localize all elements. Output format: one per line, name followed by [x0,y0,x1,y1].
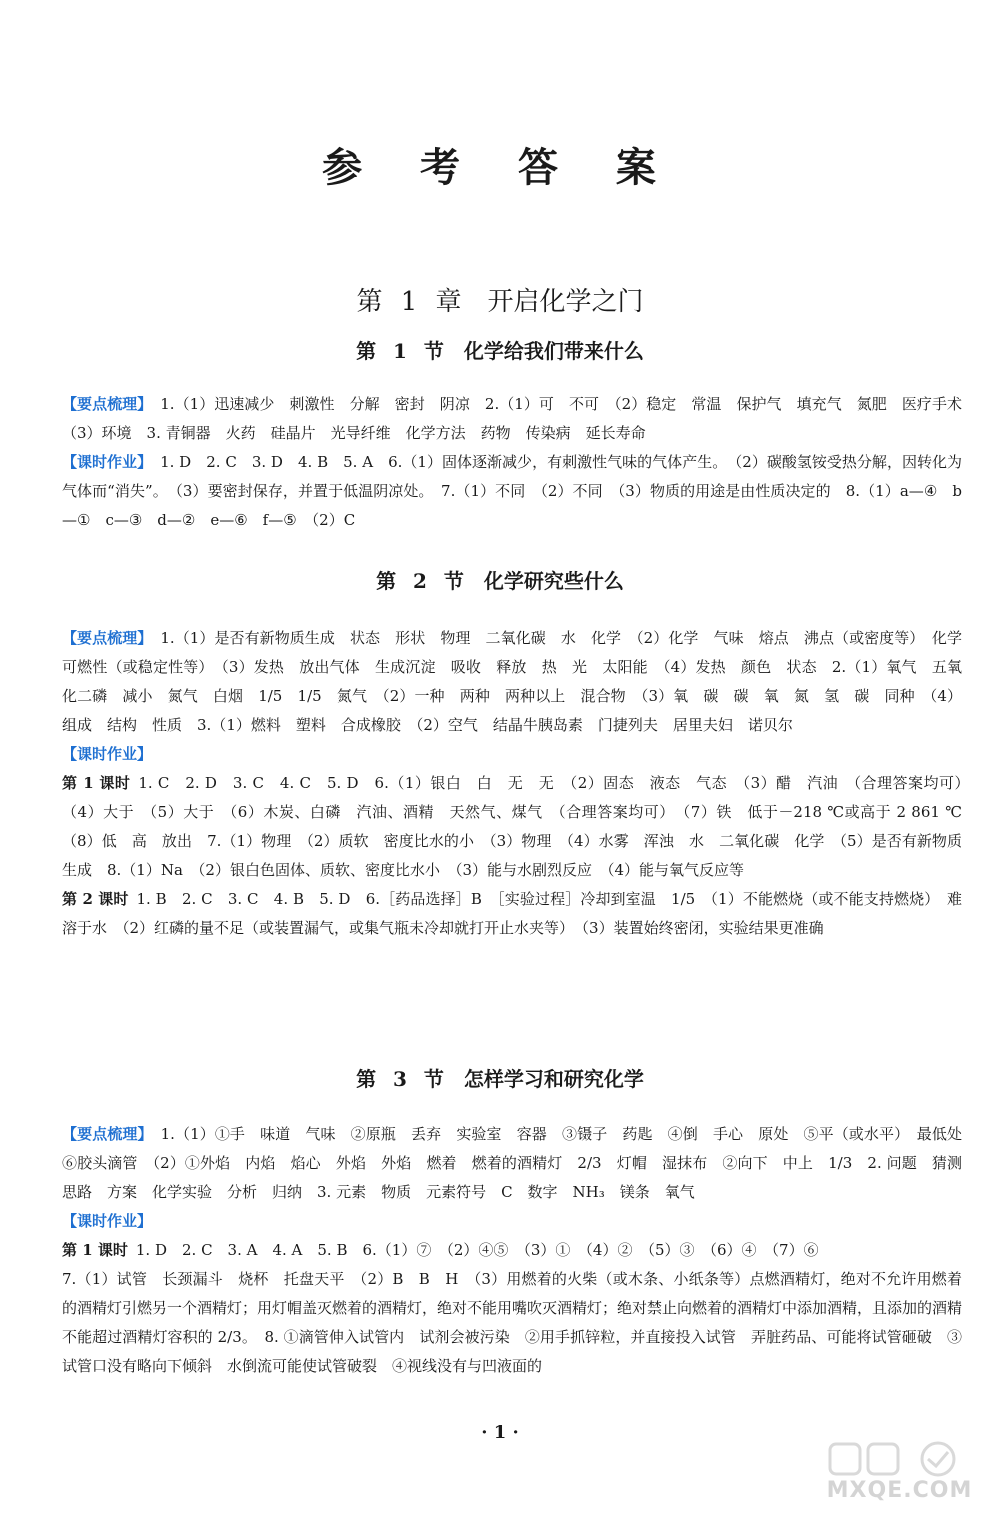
watermark-text: MXQE.COM [826,1478,973,1503]
section-3-lesson-1 [62,1236,962,1265]
section-1-title: 第 1 节 化学给我们带来什么 [356,339,644,363]
lesson-label: 第 2 课时 [62,890,129,908]
section-1-homework [62,448,962,535]
key-points-text: 1.（1）是否有新物质生成 状态 形状 物理 二氧化碳 水 化学 （2）化学 气味 熔点 沸点（或密度等） 化学 可燃性（或稳定性等） （3）发热 放出气体 生成沉淀 吸收 释放 热 光 太阳能 （4）发热 颜色 状态 2.（1）氧气 五氧化二磷 减小 氮气 白烟 1/5 1/5 氮气 （2）一种 两种 两种以上 混合物 （3）氧 碳 碳 氧 氮 氢 碳 同种 （4）组成 结构 性质 3.（1）燃料 塑料 合成橡胶 （2）空气 结晶牛胰岛素 门捷列夫 居里夫妇 诺贝尔 [62,629,977,734]
section-3-title: 第 3 节 怎样学习和研究化学 [356,1067,644,1091]
key-points-tag: 【要点梳理】 [62,629,153,647]
section-3-key-points [62,1120,978,1207]
key-points-text: 1.（1）①手 味道 气味 ②原瓶 丢弃 实验室 容器 ③镊子 药匙 ④倒 手心 原处 ⑤平（或水平） 最低处 ⑥胶头滴管 （2）①外焰 内焰 焰心 外焰 外焰 燃着 燃着的酒精灯 2/3 灯帽 湿抹布 ②向下 中上 1/3 2. 问题 猜测 思路 方案 化学实验 分析 归纳 3. 元素 物质 元素符号 C 数字 NH₃ 镁条 氧气 [62,1125,978,1201]
page-number: · 1 · [481,1422,519,1443]
section-1-key-points [62,390,978,448]
homework-tag: 【课时作业】 [62,1212,153,1230]
homework-tag: 【课时作业】 [62,745,153,763]
lesson-text: 1. C 2. D 3. C 4. C 5. D 6.（1）银白 白 无 无 （2）固态 液态 气态 （3）醋 汽油 （合理答案均可） （4）大于 （5）大于 （6）木炭、白磷 汽油、酒精 天然气、煤气 （合理答案均可） （7）铁 低于－218 ℃或高于 2 861 ℃ （8）低 高 放出 7.（1）物理 （2）质软 密度比水的小 （3）物理 （4）水雾 浑浊 水 二氧化碳 化学 （5）是否有新物质生成 8.（1）Na （2）银白色固体、质软、密度比水小 （3）能与水剧烈反应 （4）能与氧气反应等 [62,774,978,879]
page-title: 参 考 答 案 [322,144,678,191]
watermark-logo-icon [824,1440,974,1480]
section-2-title: 第 2 节 化学研究些什么 [376,569,624,593]
section-1-body [62,390,978,535]
lesson-label: 第 1 课时 [62,774,131,792]
chapter-title: 第 1 章 开启化学之门 [356,287,644,317]
lesson-label: 第 1 课时 [62,1241,128,1259]
section-2-lesson-1 [62,769,978,885]
key-points-tag: 【要点梳理】 [62,1125,153,1143]
key-points-text: 1.（1）迅速减少 刺激性 分解 密封 阴凉 2.（1）可 不可 （2）稳定 常温 保护气 填充气 氮肥 医疗手术 （3）环境 3. 青铜器 火药 硅晶片 光导纤维 化学方法 药物 传染病 延长寿命 [62,395,978,442]
lesson-text: 1. B 2. C 3. C 4. B 5. D 6.［药品选择］B ［实验过程］冷却到室温 1/5 （1）不能燃烧（或不能支持燃烧） 难溶于水 （2）红磷的量不足（或装置漏气，或集气瓶未冷却就打开止水夹等） （3）装置始终密闭，实验结果更准确 [62,890,962,937]
section-2-homework-heading [62,740,962,769]
section-3-homework-heading [62,1207,962,1236]
watermark [812,1440,987,1510]
section-3-body [62,1120,978,1381]
section-2-lesson-2 [62,885,962,943]
section-3-continuation: 7.（1）试管 长颈漏斗 烧杯 托盘天平 （2）B B H （3）用燃着的火柴（或木条、小纸条等）点燃酒精灯，绝对不允许用燃着的酒精灯引燃另一个酒精灯；用灯帽盖灭燃着的酒精灯，绝对不能用嘴吹灭酒精灯；绝对禁止向燃着的酒精灯中添加酒精，且添加的酒精不能超过酒精灯容积的 2/3。 8. ①滴管伸入试管内 试剂会被污染 ②用手抓锌粒，并直接投入试管 弄脏药品、可能将试管砸破 ③试管口没有略向下倾斜 水倒流可能使试管破裂 ④视线没有与凹液面的 [62,1270,963,1375]
homework-text: 1. D 2. C 3. D 4. B 5. A 6.（1）固体逐渐减少，有刺激性气味的气体产生。 （2）碳酸氢铵受热分解，因转化为气体而“消失”。 （3）要密封保存，并置于低温阴凉处。 7.（1）不同 （2）不同 （3）物质的用途是由性质决定的 8.（1）a—④ b—① c—③ d—② e—⑥ f—⑤ （2）C [62,453,962,529]
key-points-tag: 【要点梳理】 [62,395,153,413]
section-2-body [62,624,978,943]
homework-tag: 【课时作业】 [62,453,153,471]
section-2-key-points [62,624,977,740]
lesson-text: 1. D 2. C 3. A 4. A 5. B 6.（1）⑦ （2）④⑤ （3）① （4）② （5）③ （6）④ （7）⑥ [135,1241,819,1259]
